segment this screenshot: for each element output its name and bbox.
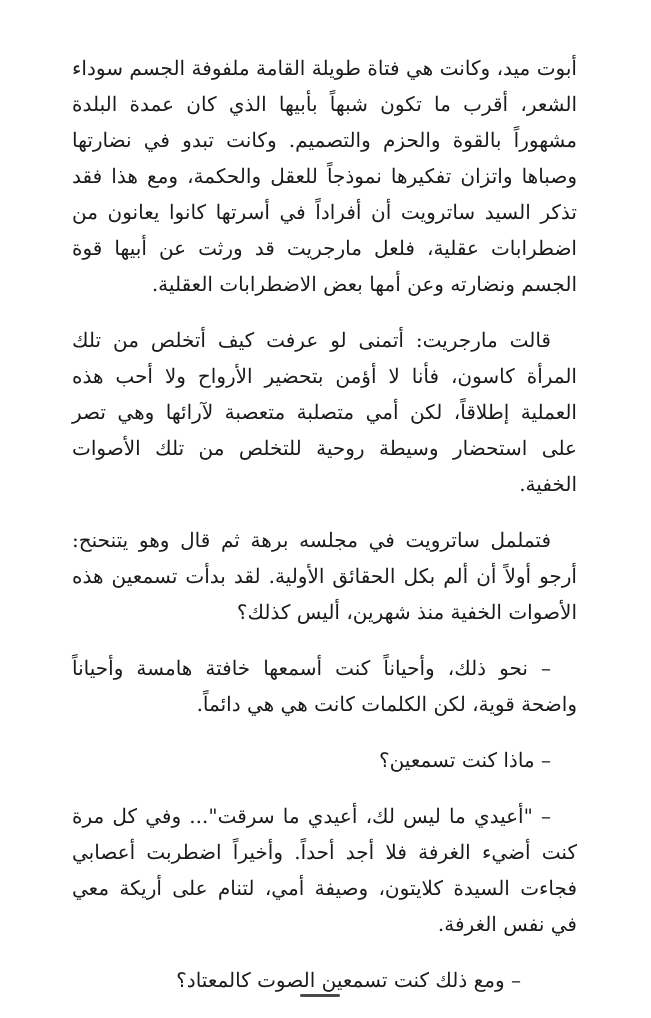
paragraph-margaret-speaks: قالت مارجريت: أتمنى لو عرفت كيف أتخلص من تلك المرأة كاسون، فأنا لا أؤمن بتحضير الأرواح ولا أحب هذه العملية إطلاقاً، لكن أمي متصلبة متعصبة لآرائها وهي تصر على استحضار وسيطة روحية للتخلص من تلك الأصوات الخفية. [72,328,577,496]
paragraph-satterthwaite-asks: فتململ ساترويت في مجلسه برهة ثم قال وهو يتنحنح: أرجو أولاً أن ألم بكل الحقائق الأولية. لقد بدأت تسمعين هذه الأصوات الخفية منذ شهرين، أليس كذلك؟ [72,528,577,624]
book-page [72,50,577,1018]
dialogue-line-voices: – نحو ذلك، وأحياناً كنت أسمعها خافتة هامسة وأحياناً واضحة قوية، لكن الكلمات كانت هي هي دائماً. [72,656,577,716]
dialogue-line-question: – ماذا كنت تسمعين؟ [378,748,551,772]
paragraph-intro: أبوت ميد، وكانت هي فتاة طويلة القامة ملفوفة الجسم سوداء الشعر، أقرب ما تكون شبهاً بأبيها الذي كان عمدة البلدة مشهوراً بالقوة والحزم والتصميم. وكانت تبدو في نضارتها وصباها واتزان تفكيرها نموذجاً للعقل والحكمة، ومع هذا فقد تذكر السيد ساترويت أن أفراداً في أسرتها كانوا يعانون من اضطرابات عقلية، فلعل مارجريت قد ورثت عن أبيها قوة الجسم ونضارته وعن أمها بعض الاضطرابات العقلية. [72,56,577,296]
cut-off-text-fragment [300,988,360,1000]
dialogue-line-still-hearing: – ومع ذلك كنت تسمعين الصوت كالمعتاد؟ [176,968,521,992]
dialogue-line-words: – "أعيدي ما ليس لك، أعيدي ما سرقت"... وفي كل مرة كنت أضيء الغرفة فلا أجد أحداً. وأخيراً اضطربت أعصابي فجاءت السيدة كلايتون، وصيفة أمي، لتنام على أريكة معي في نفس الغرفة. [72,804,577,936]
